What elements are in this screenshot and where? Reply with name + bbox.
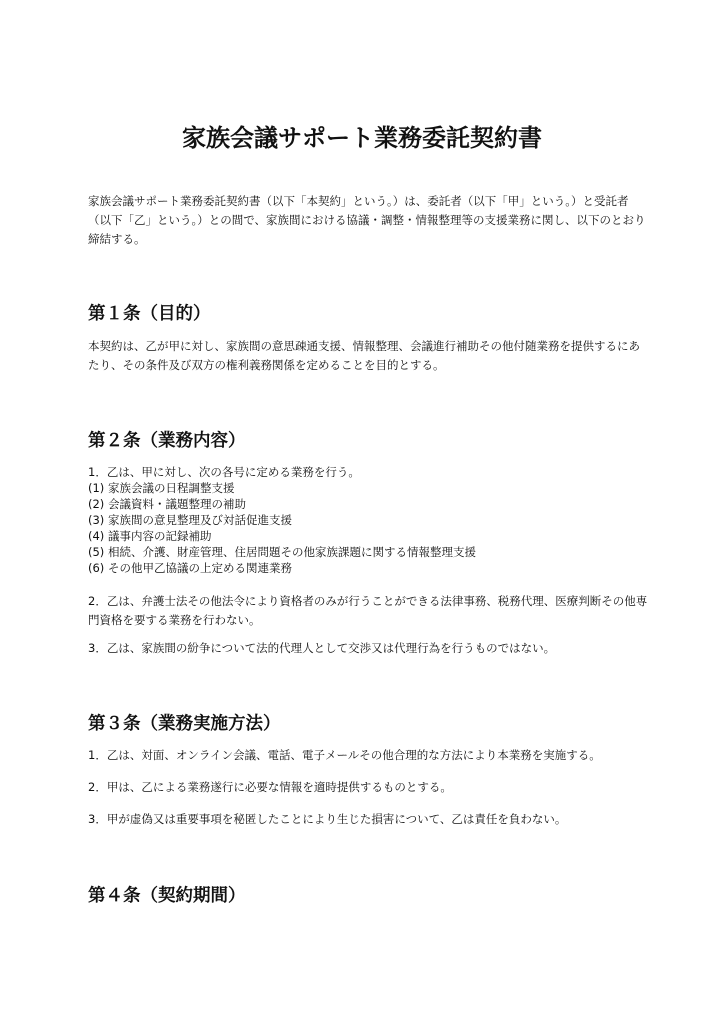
article-1-body: 本契約は、乙が甲に対し、家族間の意思疎通支援、情報整理、会議進行補助その他付随業務を提供するにあたり、その条件及び双方の権利義務関係を定めることを目的とする。 xyxy=(88,339,640,372)
article-2-clause-2: 2．乙は、弁護士法その他法令により資格者のみが行うことができる法律事務、税務代理、医療判断その他専門資格を要する業務を行わない。 xyxy=(88,594,648,627)
article-2-item-4: (4) 議事内容の記録補助 xyxy=(88,529,212,543)
article-2-clause-1: 1．乙は、甲に対し、次の各号に定める業務を行う。 xyxy=(88,465,360,479)
article-2-clause-3: 3．乙は、家族間の紛争について法的代理人として交渉又は代理行為を行うものではない。 xyxy=(88,641,556,655)
article-3-heading: 第３条（業務実施方法） xyxy=(88,714,281,734)
article-3-clause-1: 1．乙は、対面、オンライン会議、電話、電子メールその他合理的な方法により本業務を実施する。 xyxy=(88,748,601,762)
article-2-heading: 第２条（業務内容） xyxy=(88,431,246,451)
article-4-heading: 第４条（契約期間） xyxy=(88,886,246,906)
article-2-item-5: (5) 相続、介護、財産管理、住居問題その他家族課題に関する情報整理支援 xyxy=(88,545,476,559)
article-1-heading: 第１条（目的） xyxy=(88,304,211,324)
document-title: 家族会議サポート業務委託契約書 xyxy=(182,124,542,152)
intro-paragraph: 家族会議サポート業務委託契約書（以下「本契約」という。）は、委託者（以下「甲」という。）と受託者（以下「乙」という。）との間で、家族間における協議・調整・情報整理等の支援業務に関し、以下のとおり締結する。 xyxy=(88,194,646,246)
article-3-clause-2: 2．甲は、乙による業務遂行に必要な情報を適時提供するものとする。 xyxy=(88,780,452,794)
article-2-item-1: (1) 家族会議の日程調整支援 xyxy=(88,481,235,495)
article-2-item-3: (3) 家族間の意見整理及び対話促進支援 xyxy=(88,513,292,527)
article-2-item-2: (2) 会議資料・議題整理の補助 xyxy=(88,497,246,511)
article-3-clause-3: 3．甲が虚偽又は重要事項を秘匿したことにより生じた損害について、乙は責任を負わない。 xyxy=(88,812,567,826)
article-2-item-6: (6) その他甲乙協議の上定める関連業務 xyxy=(88,561,292,575)
